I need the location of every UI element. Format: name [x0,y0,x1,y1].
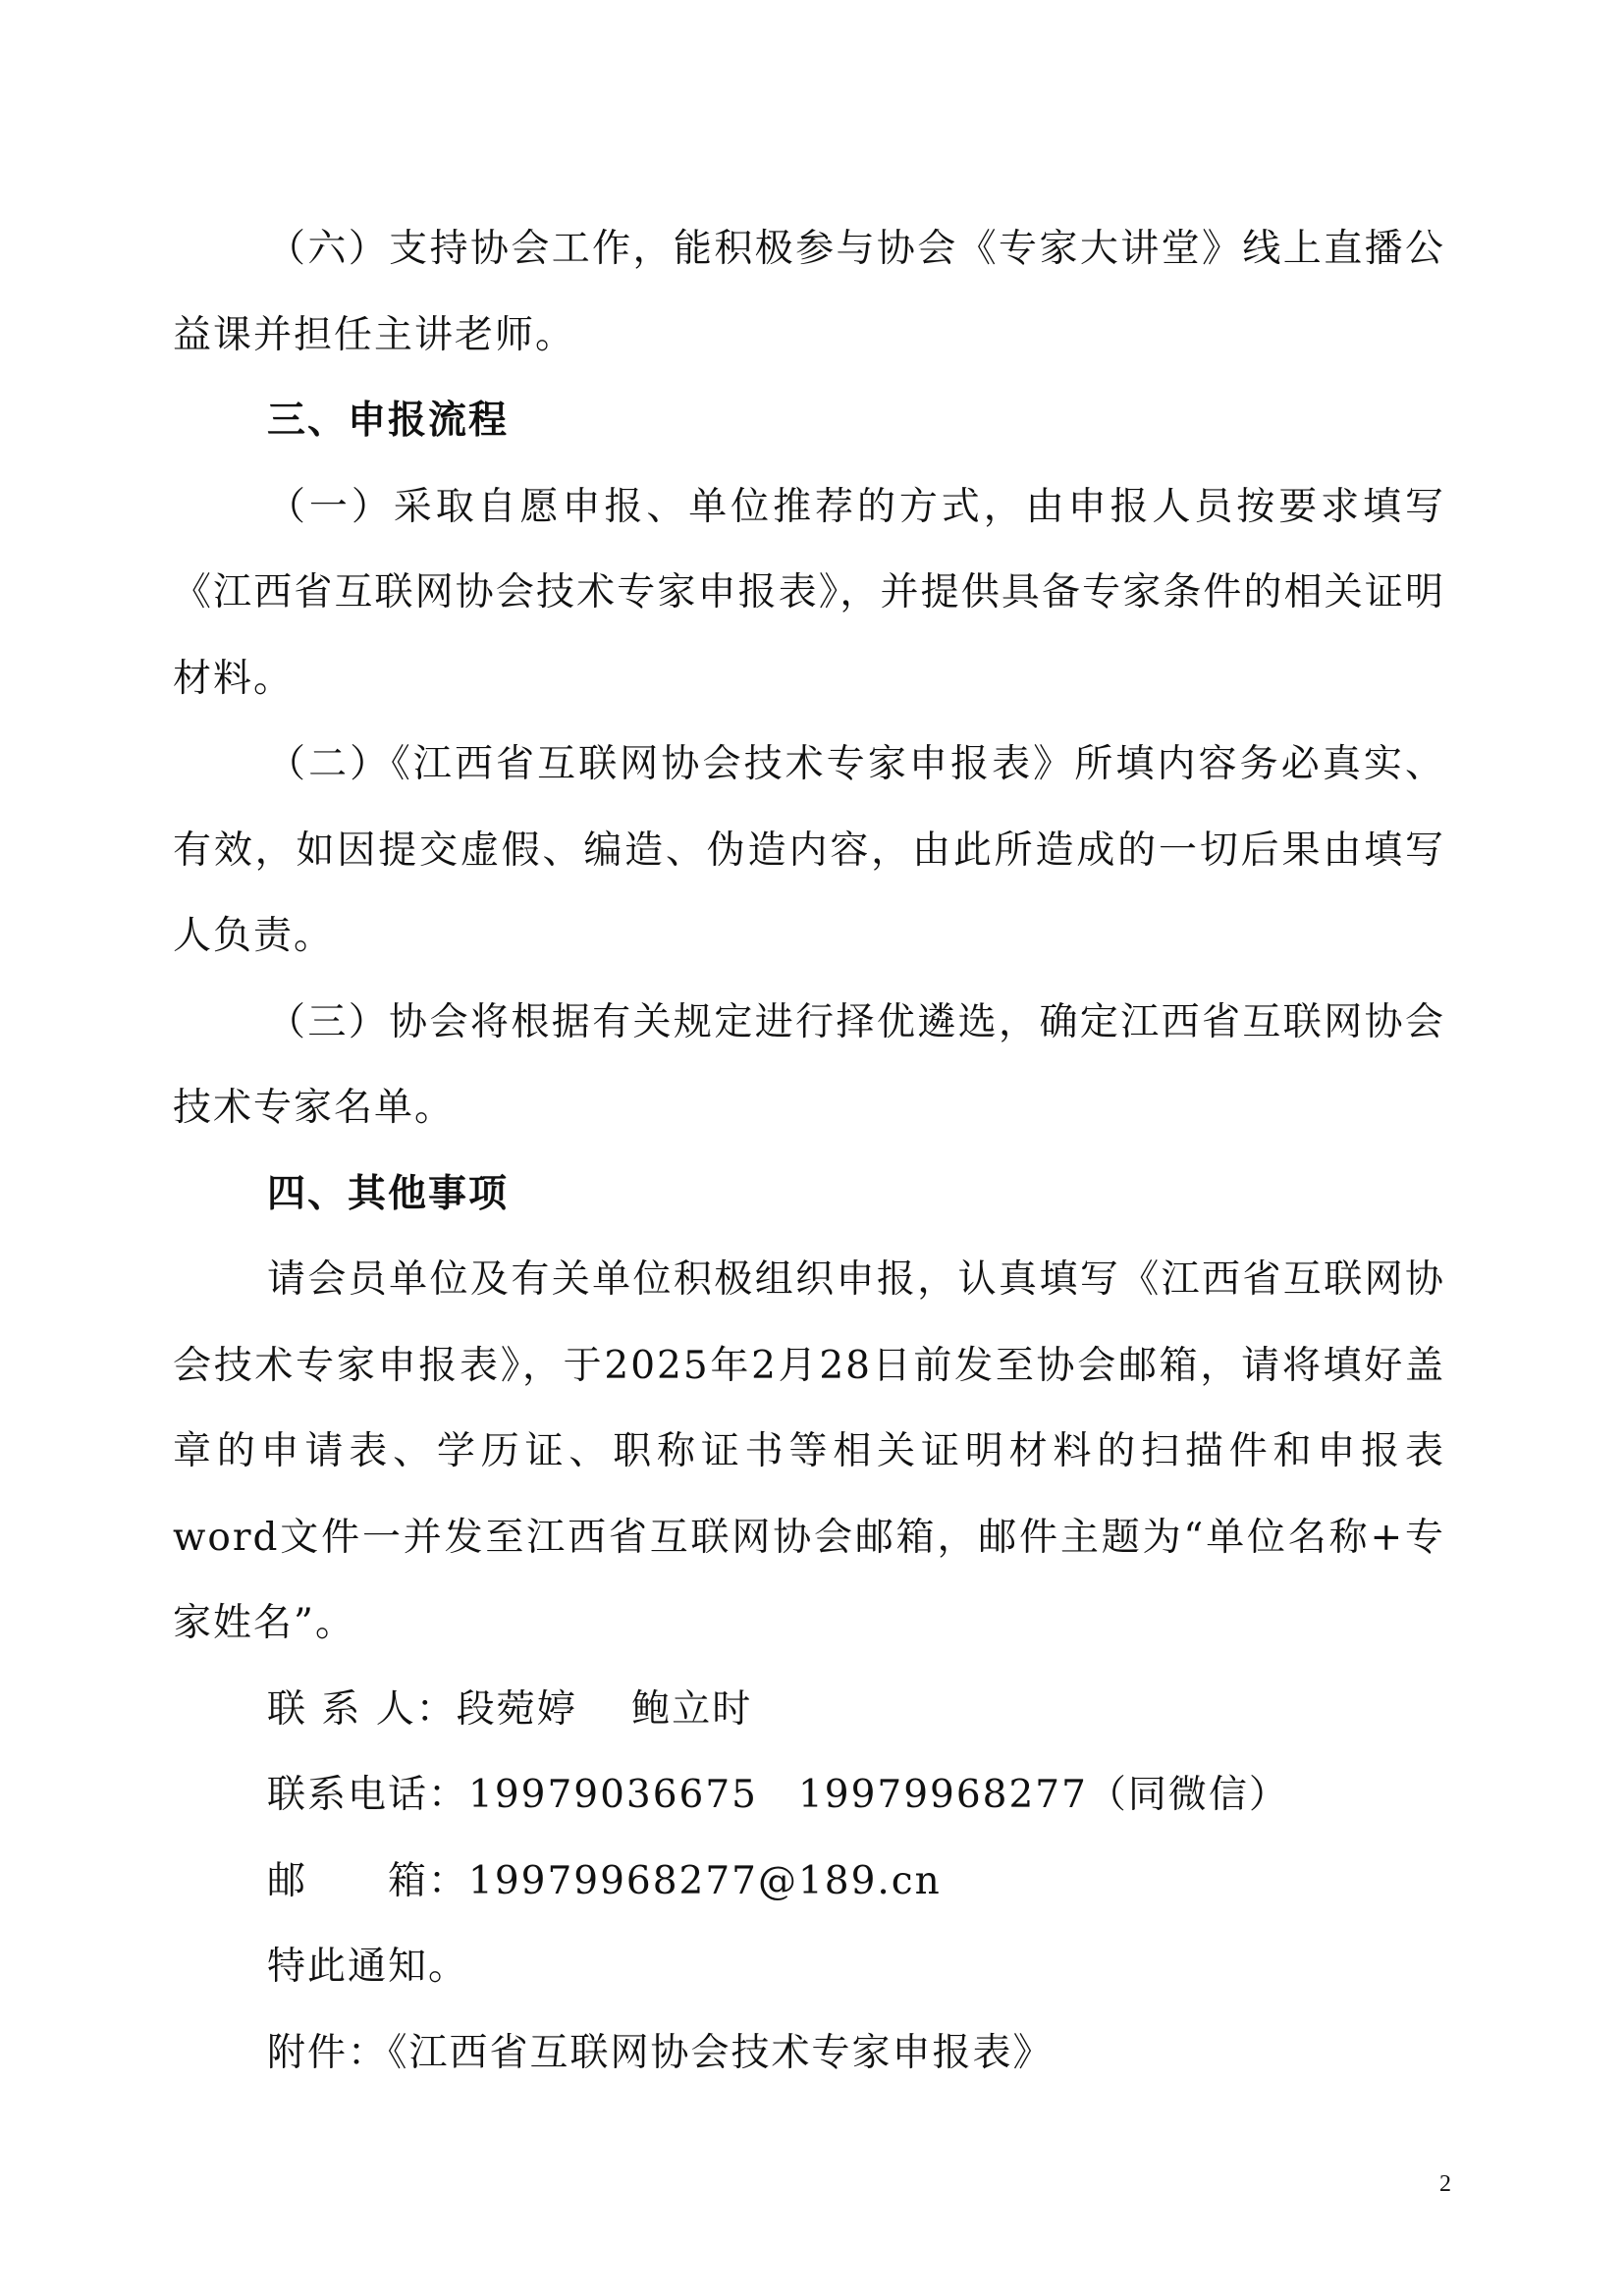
document-body [173,206,1445,2096]
process-one-paragraph: （一）采取自愿申报、单位推荐的方式，由申报人员按要求填写《江西省互联网协会技术专家申报表》，并提供具备专家条件的相关证明材料。 [173,484,1445,701]
section-heading-application-process: 三、申报流程 [267,398,510,443]
other-matters-paragraph: 请会员单位及有关单位积极组织申报，认真填写《江西省互联网协会技术专家申报表》，于2025年2月28日前发至协会邮箱，请将填好盖章的申请表、学历证、职称证书等相关证明材料的扫描件和申报表word文件一并发至江西省互联网协会邮箱，邮件主题为“单位名称+专家姓名”。 [173,1257,1445,1645]
process-three-paragraph: （三）协会将根据有关规定进行择优遴选，确定江西省互联网协会技术专家名单。 [173,999,1445,1130]
contact-person-line: 联 系 人：段菀婷 鲍立时 [267,1686,753,1732]
attachment-line: 附件：《江西省互联网协会技术专家申报表》 [267,2030,1054,2075]
contact-email-line: 邮 箱：19979968277@189.cn [267,1858,942,1903]
contact-phone-line: 联系电话：19979036675 19979968277（同微信） [267,1773,1289,1817]
process-two-paragraph: （二）《江西省互联网协会技术专家申报表》所填内容务必真实、有效，如因提交虚假、编造、伪造内容，由此所造成的一切后果由填写人负责。 [173,742,1445,958]
notice-line: 特此通知。 [267,1945,469,1989]
page-number: 2 [1439,2171,1451,2197]
requirement-six-paragraph: （六）支持协会工作，能积极参与协会《专家大讲堂》线上直播公益课并担任主讲老师。 [173,227,1445,357]
section-heading-other-matters: 四、其他事项 [267,1170,510,1216]
